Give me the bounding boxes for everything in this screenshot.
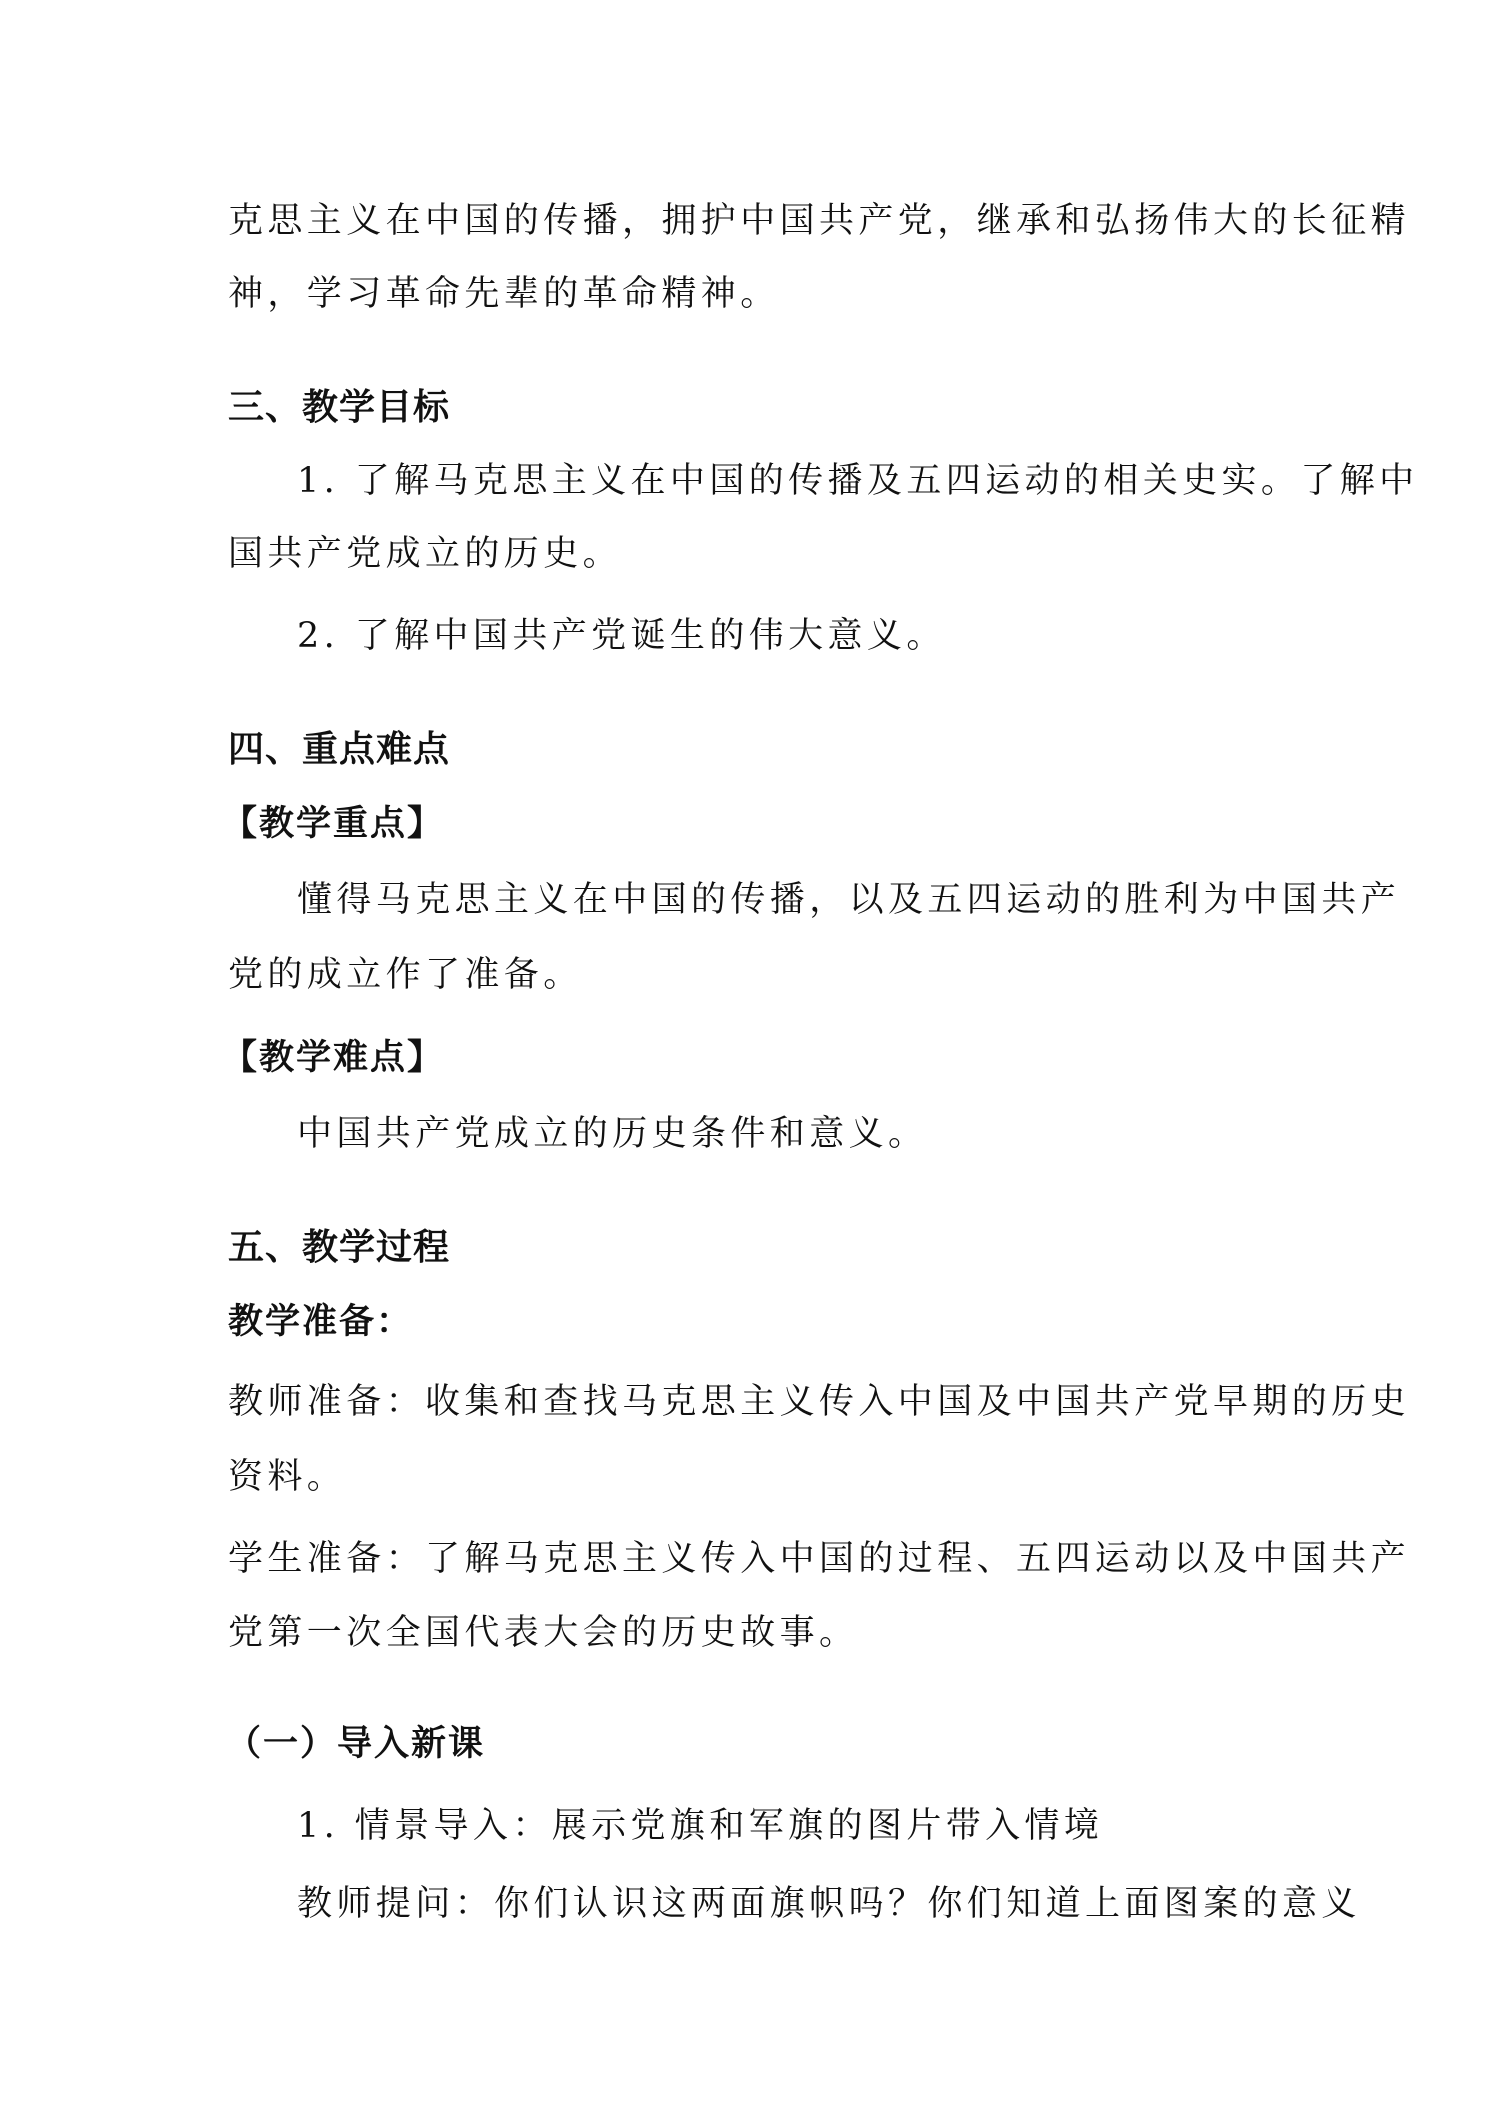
section-heading-key-points: 四、重点难点 [228, 729, 451, 770]
key-point-text: 懂得马克思主义在中国的传播，以及五四运动的胜利为中国共产 [297, 880, 1401, 920]
subsection-heading-intro: （一）导入新课 [226, 1724, 486, 1764]
section-heading-objectives: 三、教学目标 [228, 387, 451, 428]
difficulty-text: 中国共产党成立的历史条件和意义。 [297, 1114, 928, 1154]
teacher-preparation-cont: 资料。 [228, 1457, 347, 1497]
objective-item-2: 2. 了解中国共产党诞生的伟大意义。 [297, 616, 946, 656]
difficulty-label: 【教学难点】 [222, 1038, 445, 1078]
student-preparation-cont: 党第一次全国代表大会的历史故事。 [228, 1613, 859, 1653]
preparation-label: 教学准备： [228, 1302, 414, 1342]
key-point-label: 【教学重点】 [222, 804, 445, 844]
objective-item-1-cont: 国共产党成立的历史。 [228, 534, 623, 574]
intro-item-1: 1. 情景导入：展示党旗和军旗的图片带入情境 [297, 1806, 1104, 1846]
student-preparation: 学生准备：了解马克思主义传入中国的过程、五四运动以及中国共产 [228, 1539, 1411, 1579]
objective-item-1: 1. 了解马克思主义在中国的传播及五四运动的相关史实。了解中 [297, 461, 1419, 501]
teacher-preparation: 教师准备：收集和查找马克思主义传入中国及中国共产党早期的历史 [228, 1382, 1411, 1422]
key-point-text-cont: 党的成立作了准备。 [228, 955, 583, 995]
teacher-question: 教师提问：你们认识这两面旗帜吗？你们知道上面图案的意义 [297, 1884, 1361, 1924]
paragraph-line: 克思主义在中国的传播，拥护中国共产党，继承和弘扬伟大的长征精 [228, 201, 1411, 241]
section-heading-process: 五、教学过程 [228, 1227, 451, 1268]
paragraph-line: 神，学习革命先辈的革命精神。 [228, 274, 780, 314]
